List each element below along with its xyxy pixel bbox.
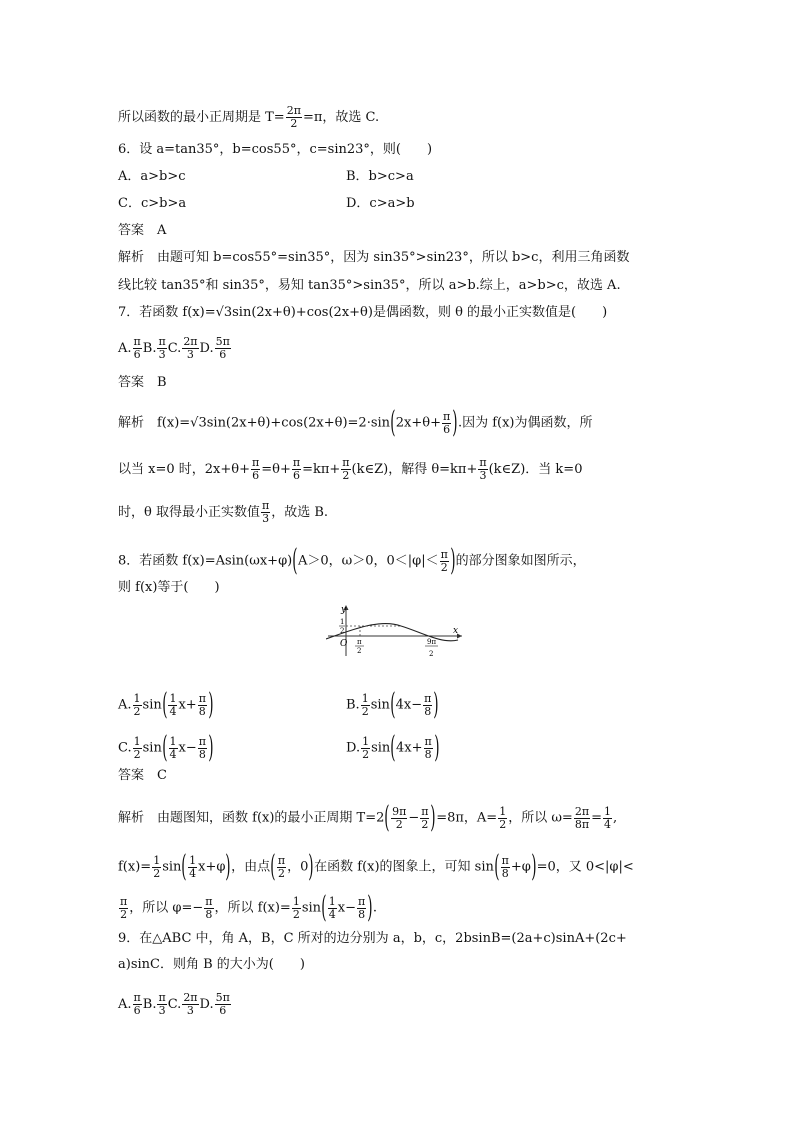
svg-text:O: O	[340, 639, 348, 649]
q7-stem: 7．若函数 f(x)=√3sin(2x+θ)+cos(2x+θ)是偶函数，则 θ 的最小正实数值是( )	[118, 305, 608, 320]
q6-analysis-2: 线比较 tan35°和 sin35°，易知 tan35°>sin35°，所以 a>b.综上，a>b>c，故选 A.	[118, 278, 621, 293]
svg-text:2: 2	[429, 650, 434, 658]
q7-analysis-3: 时，θ 取得最小正实数值 $\frac{\pi}{3}$ ，故选 B.	[118, 499, 329, 525]
svg-text:1: 1	[340, 618, 345, 626]
q8-stem: 8．若函数 f(x)=Asin(ωx+φ)(A＞0，ω＞0，0＜|φ|＜ $\frac{\pi}{2}$ )的部分图象如图所示，	[118, 543, 586, 578]
q6-option-a: A．a>b>c	[118, 169, 186, 184]
q7-analysis-1: 解析 f(x)=√3sin(2x+θ)+cos(2x+θ)=2·sin(2x+θ+ $\frac{\pi}{6}$ ).因为 f(x)为偶函数，所	[118, 405, 593, 440]
q8-option-c: C. $\frac{1}{2}$ sin( $\frac{1}{4}$ x− $\frac{\pi}{8}$ )	[118, 730, 214, 765]
q8-option-d: D. $\frac{1}{2}$ sin(4x+ $\frac{\pi}{8}$ )	[346, 730, 440, 765]
q6-stem: 6．设 a=tan35°，b=cos55°，c=sin23°，则( )	[118, 142, 433, 157]
fraction: $\frac{2\pi}{2}$	[286, 104, 301, 130]
q8-analysis-2: f(x)= $\frac{1}{2}$ sin( $\frac{1}{4}$ x+φ)，由点( $\frac{\pi}{2}$ ，0)在函数 f(x)的图象上，可知 sin( $\frac{\pi}{8}$ +φ)=0，又 0<|φ|<	[118, 849, 634, 884]
q8-analysis-3: $\frac{\pi}{2}$ ，所以 φ=− $\frac{\pi}{8}$ ，所以 f(x)= $\frac{1}{2}$ sin( $\frac{1}{4}$ x− $\frac{\pi}{8}$ ).	[120, 890, 378, 925]
q8-option-a: A. $\frac{1}{2}$ sin( $\frac{1}{4}$ x+ $\frac{\pi}{8}$ )	[118, 687, 214, 722]
q7-options: A. $\frac{\pi}{6}$ B. $\frac{\pi}{3}$ C. $\frac{2\pi}{3}$ D. $\frac{5\pi}{6}$	[118, 335, 230, 361]
svg-text:x: x	[453, 626, 459, 636]
svg-text:2: 2	[357, 647, 362, 655]
svg-text:y: y	[341, 605, 347, 615]
q8-option-b: B. $\frac{1}{2}$ sin(4x− $\frac{\pi}{8}$ )	[346, 687, 439, 722]
period-line: 所以函数的最小正周期是 T= $\frac{2\pi}{2}$ =π，故选 C.	[118, 104, 380, 130]
q9-stem-2: a)sinC．则角 B 的大小为( )	[118, 957, 305, 972]
q7-analysis-2: 以当 x=0 时，2x+θ+ $\frac{\pi}{6}$ =θ+ $\frac{\pi}{6}$ =kπ+ $\frac{\pi}{2}$ (k∈Z)，解得 θ=kπ+ $\frac{\pi}{3}$ (k∈Z)．当 k=0	[118, 456, 583, 482]
q8-stem-2: 则 f(x)等于( )	[118, 580, 220, 595]
q7-answer: 答案 B	[118, 375, 167, 390]
q6-analysis-1: 解析 由题可知 b=cos55°=sin35°，因为 sin35°>sin23°，所以 b>c，利用三角函数	[118, 250, 630, 265]
q9-options: A. $\frac{\pi}{6}$ B. $\frac{\pi}{3}$ C. $\frac{2\pi}{3}$ D. $\frac{5\pi}{6}$	[118, 991, 230, 1017]
q6-answer: 答案 A	[118, 223, 167, 238]
q9-stem-1: 9．在△ABC 中，角 A，B，C 所对的边分别为 a，b，c，2bsinB=(2a+c)sinA+(2c+	[118, 931, 627, 946]
q6-option-d: D．c>a>b	[346, 196, 415, 211]
q8-analysis-1: 解析 由题图知，函数 f(x)的最小正周期 T=2( $\frac{9\pi}{2}$ − $\frac{\pi}{2}$ )=8π，A= $\frac{1}{2}$ ，所以 ω= $\frac{2\pi}{8\pi}$ = $\frac{1}{4}$ ,	[118, 800, 618, 835]
q8-answer: 答案 C	[118, 768, 167, 783]
svg-text:π: π	[357, 638, 362, 646]
svg-text:9π: 9π	[427, 638, 437, 646]
q6-option-b: B．b>c>a	[346, 169, 414, 184]
svg-text:2: 2	[340, 627, 345, 635]
q6-option-c: C．c>b>a	[118, 196, 187, 211]
function-graph	[326, 604, 466, 660]
